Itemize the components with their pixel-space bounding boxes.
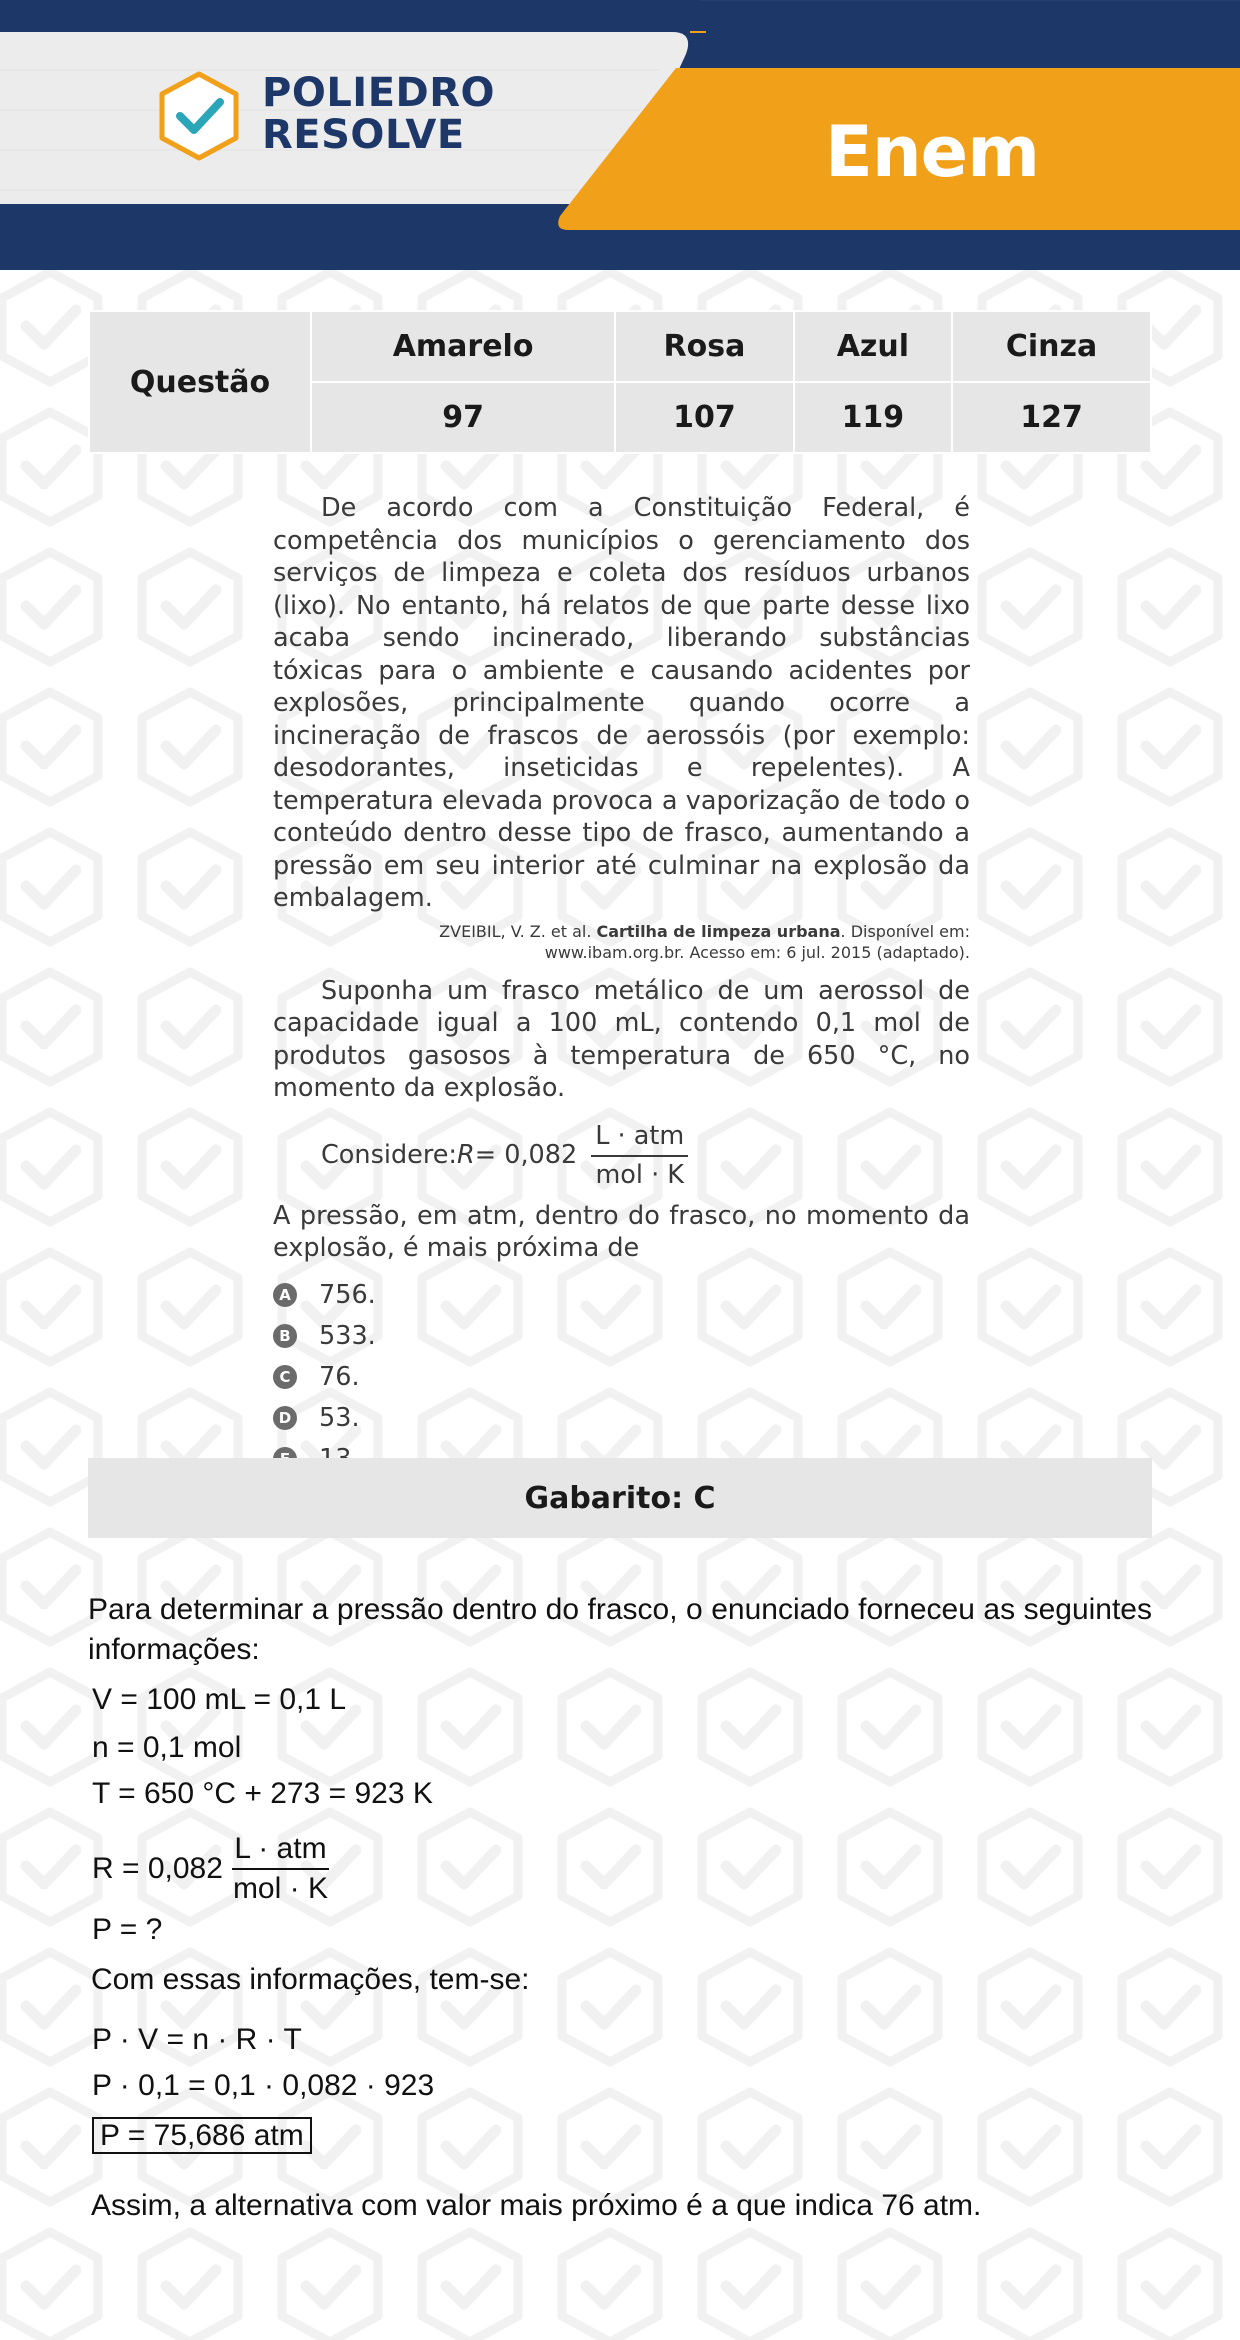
question-number-rosa: 107	[615, 382, 794, 453]
option-c	[273, 1357, 970, 1398]
option-c-badge: C	[273, 1365, 297, 1389]
consider-numerator: L · atm	[591, 1121, 688, 1157]
equation-ideal-gas: P · V = n · R · T	[92, 2023, 302, 2056]
question-table	[88, 310, 1152, 454]
question-body	[273, 492, 970, 1480]
question-number-cinza: 127	[952, 382, 1151, 453]
source-title: Cartilha de limpeza urbana	[596, 921, 841, 941]
question-number-azul: 119	[794, 382, 952, 453]
question-paragraph-1: De acordo com a Constituição Federal, é competência dos municípios o gerenciamento dos serviços de limpeza e coleta dos resíduos urbanos (lixo). No entanto, há relatos de que parte desse lixo acaba sendo incinerado, liberando substâncias tóxicas para o ambiente e causando acidentes por explosões, principalmente quando ocorre a incineração de frascos de aerossóis (por exemplo: desodorantes, inseticidas e repelentes). A temperatura elevada provoca a vaporização de todo o conteúdo dentro desse tipo de frasco, aumentando a pressão em seu interior até culminar na explosão da embalagem.	[273, 493, 970, 913]
equation-moles: n = 0,1 mol	[92, 1731, 242, 1764]
answer-key-bar	[88, 1458, 1152, 1538]
brand-line-2: RESOLVE	[262, 112, 465, 158]
source-suffix: . Disponível em:	[840, 921, 970, 941]
solution-conclusion: Assim, a alternativa com valor mais próximo é a que indica 76 atm.	[91, 2189, 982, 2222]
consider-fraction	[591, 1121, 688, 1190]
equation-substitution: P · 0,1 = 0,1 · 0,082 · 923	[92, 2069, 435, 2102]
equation-temperature: T = 650 °C + 273 = 923 K	[92, 1777, 433, 1810]
consider-value: = 0,082	[474, 1139, 578, 1170]
gas-constant-left: R = 0,082	[92, 1852, 223, 1885]
option-c-text: 76.	[319, 1361, 360, 1392]
option-d	[273, 1398, 970, 1439]
solution-intro: Para determinar a pressão dentro do frasco, o enunciado forneceu as seguintes informações:	[88, 1593, 1152, 1666]
question-paragraph-2: Suponha um frasco metálico de um aerossol de capacidade igual a 100 mL, contendo 0,1 mol de produtos gasosos à temperatura de 650 °C, no momento da explosão.	[273, 975, 970, 1103]
consider-prefix: Considere:	[321, 1139, 458, 1170]
column-name-amarelo: Amarelo	[311, 311, 615, 382]
brand-line-1: POLIEDRO	[262, 70, 496, 116]
gas-constant-numerator: L · atm	[232, 1832, 328, 1870]
equation-pressure-unknown: P = ?	[92, 1913, 163, 1946]
solution-section	[88, 1590, 1152, 2222]
option-a-text: 756.	[319, 1279, 376, 1310]
equation-gas-constant	[92, 1832, 330, 1906]
option-b-badge: B	[273, 1324, 297, 1348]
equation-result	[92, 2118, 312, 2154]
column-name-cinza: Cinza	[952, 311, 1151, 382]
result-box: P = 75,686 atm	[92, 2117, 312, 2154]
option-b	[273, 1316, 970, 1357]
constant-r	[273, 1121, 970, 1190]
exam-title: Enem	[825, 111, 1040, 193]
question-prompt: A pressão, em atm, dentro do frasco, no momento da explosão, é mais próxima de	[273, 1200, 970, 1263]
source-citation	[273, 921, 970, 963]
source-url: www.ibam.org.br. Acesso em: 6 jul. 2015 (adaptado).	[544, 942, 970, 962]
answer-key: Gabarito: C	[524, 1480, 716, 1516]
column-name-rosa: Rosa	[615, 311, 794, 382]
source-prefix: ZVEIBIL, V. Z. et al.	[439, 921, 597, 941]
consider-denominator: mol · K	[595, 1159, 685, 1190]
question-label: Questão	[89, 311, 311, 453]
equation-volume: V = 100 mL = 0,1 L	[92, 1683, 347, 1716]
consider-var: R	[457, 1139, 475, 1170]
option-d-badge: D	[273, 1406, 297, 1430]
solution-with-info: Com essas informações, tem-se:	[91, 1963, 530, 1996]
option-d-text: 53.	[319, 1402, 360, 1433]
answer-options	[273, 1275, 970, 1480]
option-a-badge: A	[273, 1283, 297, 1307]
question-number-amarelo: 97	[311, 382, 615, 453]
gas-constant-fraction	[231, 1832, 330, 1906]
gas-constant-denominator: mol · K	[232, 1872, 328, 1905]
column-name-azul: Azul	[794, 311, 952, 382]
option-a	[273, 1275, 970, 1316]
option-b-text: 533.	[319, 1320, 376, 1351]
